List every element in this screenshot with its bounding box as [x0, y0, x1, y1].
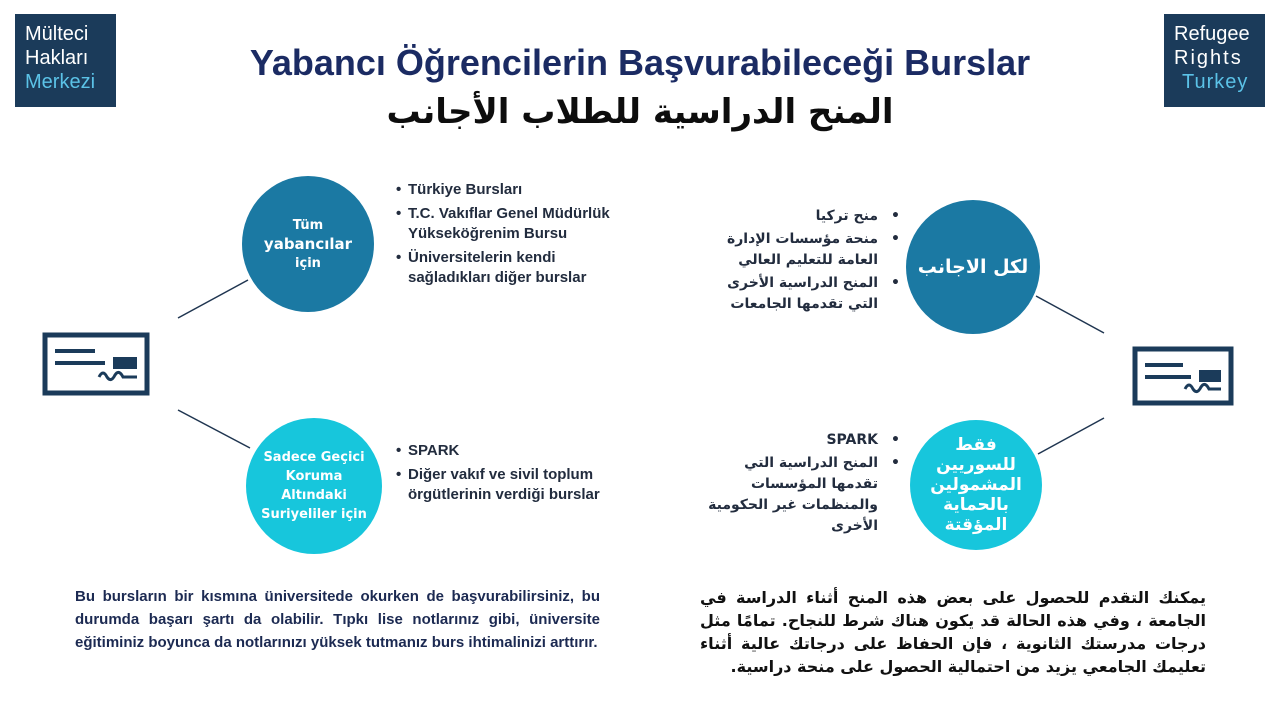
- list-item: • T.C. Vakıflar Genel Müdürlük Yükseköğrenim Bursu: [396, 204, 636, 244]
- list-item: • SPARK: [700, 430, 900, 451]
- scholarship-list-temporary-protection-arabic: [700, 430, 900, 539]
- circle-all-foreigners-arabic: [906, 200, 1040, 334]
- connector-line: [1036, 296, 1104, 333]
- logo-line-2: Rights: [1174, 47, 1243, 69]
- page-title-arabic: المنح الدراسية للطلاب الأجانب: [386, 92, 894, 132]
- scholarship-list-temporary-protection: [396, 441, 636, 509]
- connector-line: [1038, 418, 1104, 454]
- list-item: • منح تركيا: [700, 206, 900, 227]
- list-item: • Türkiye Bursları: [396, 180, 636, 200]
- logo-line-1: Refugee: [1174, 23, 1250, 45]
- logo-line-2: Hakları: [25, 47, 89, 69]
- info-paragraph-arabic: يمكنك التقدم للحصول على بعض هذه المنح أثناء الدراسة في الجامعة ، وفي هذه الحالة قد يكون هناك شرط للنجاح. تمامًا مثل درجات مدرستك الثانوية ، فإن الحفاظ على درجاتك عالية أثناء تعليمك الجامعي يزيد من احتمالية الحصول على منحة دراسية.: [700, 588, 1206, 676]
- circle-text: فقط للسوريين المشمولين بالحماية المؤقتة: [930, 435, 1022, 535]
- list-item: • المنح الدراسية الأخرى التي تقدمها الجامعات: [700, 273, 900, 315]
- logo-line-3: Turkey: [1182, 71, 1249, 93]
- page-title: Yabancı Öğrencilerin Başvurabileceği Burslar: [249, 42, 1031, 83]
- connector-line: [178, 410, 250, 448]
- scholarship-list-all-foreigners: [396, 180, 636, 292]
- scholarship-list-all-foreigners-arabic: [700, 206, 900, 317]
- logo-line-3: Merkezi: [25, 71, 96, 93]
- connector-line: [178, 280, 248, 318]
- circle-text: için: [295, 255, 321, 271]
- circle-text: Sadece Geçici Koruma Altındaki Suriyeliler için: [261, 450, 367, 522]
- circle-text: yabancılar: [263, 234, 353, 253]
- list-item: • منحة مؤسسات الإدارة العامة للتعليم العالي: [700, 229, 900, 271]
- circle-temporary-protection-arabic: [910, 420, 1042, 550]
- info-paragraph: Bu bursların bir kısmına üniversitede okurken de başvurabilirsiniz, bu durumda başarı şartı da olabilir. Tıpkı lise notlarınız gibi, üniversite eğitiminiz boyunca da notlarınızı yüksek tutmanız burs ihtimalinizi arttırır.: [75, 588, 600, 651]
- circle-all-foreigners: [242, 176, 374, 312]
- list-item: • SPARK: [396, 441, 636, 461]
- logo-line-1: Mülteci: [25, 23, 89, 45]
- list-item: • Diğer vakıf ve sivil toplum örgütlerinin verdiği burslar: [396, 465, 636, 505]
- list-item: • Üniversitelerin kendi sağladıkları diğer burslar: [396, 248, 636, 288]
- list-item: • المنح الدراسية التي تقدمها المؤسسات والمنظمات غير الحكومية الأخرى: [700, 453, 900, 537]
- circle-temporary-protection: [246, 418, 382, 554]
- circle-text: لكل الاجانب: [917, 256, 1029, 278]
- circle-text: Tüm: [292, 217, 324, 233]
- scholarship-check-icon: [45, 335, 147, 393]
- scholarship-check-icon: [1135, 349, 1231, 403]
